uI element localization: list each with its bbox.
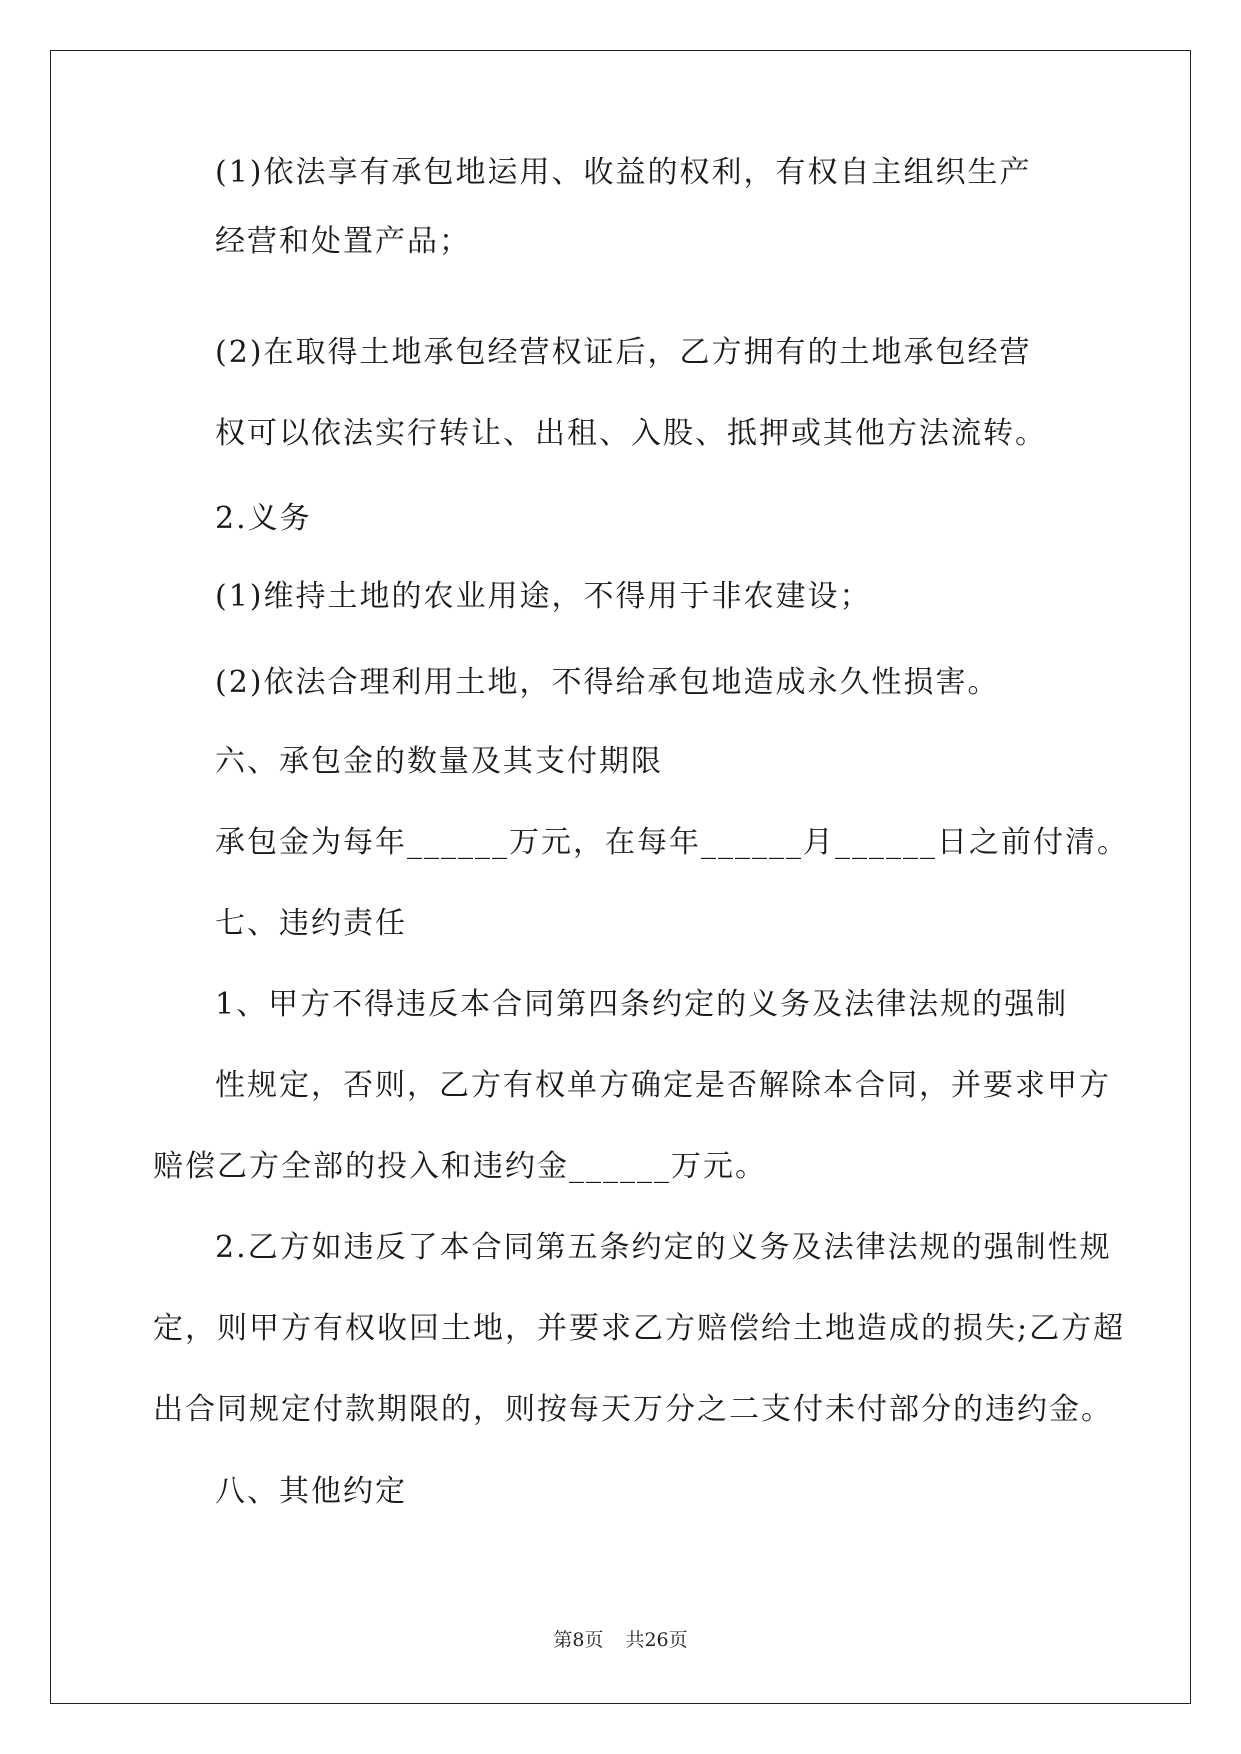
text-line: (1)维持土地的农业用途，不得用于非农建设； [215,579,872,614]
page-number: 第8页 [553,1629,604,1651]
section-heading: 2.义务 [215,501,312,536]
section-heading: 六、承包金的数量及其支付期限 [215,744,663,779]
text-line: 2.乙方如违反了本合同第五条约定的义务及法律法规的强制性规 [215,1230,1112,1265]
text-line: 出合同规定付款期限的，则按每天万分之二支付未付部分的违约金。 [153,1392,1113,1427]
section-heading: 八、其他约定 [215,1474,407,1509]
text-line: 赔偿乙方全部的投入和违约金______万元。 [153,1149,767,1184]
text-line: (1)依法享有承包地运用、收益的权利，有权自主组织生产 [215,155,1032,190]
text-line: (2)在取得土地承包经营权证后，乙方拥有的土地承包经营 [215,335,1032,370]
page-border [50,50,1191,1704]
page-total: 共26页 [625,1629,688,1651]
text-line: 权可以依法实行转让、出租、入股、抵押或其他方法流转。 [215,416,1047,451]
text-line: 承包金为每年______万元，在每年______月______日之前付清。 [215,825,1129,860]
text-line: (2)依法合理利用土地，不得给承包地造成永久性损害。 [215,665,1000,700]
page-footer [0,1625,1241,1652]
text-line: 定，则甲方有权收回土地，并要求乙方赔偿给土地造成的损失;乙方超 [153,1311,1126,1346]
text-line: 1、甲方不得违反本合同第四条约定的义务及法律法规的强制 [215,987,1069,1022]
text-line: 性规定，否则，乙方有权单方确定是否解除本合同，并要求甲方 [215,1068,1111,1103]
section-heading: 七、违约责任 [215,906,407,941]
text-line: 经营和处置产品； [215,224,471,259]
